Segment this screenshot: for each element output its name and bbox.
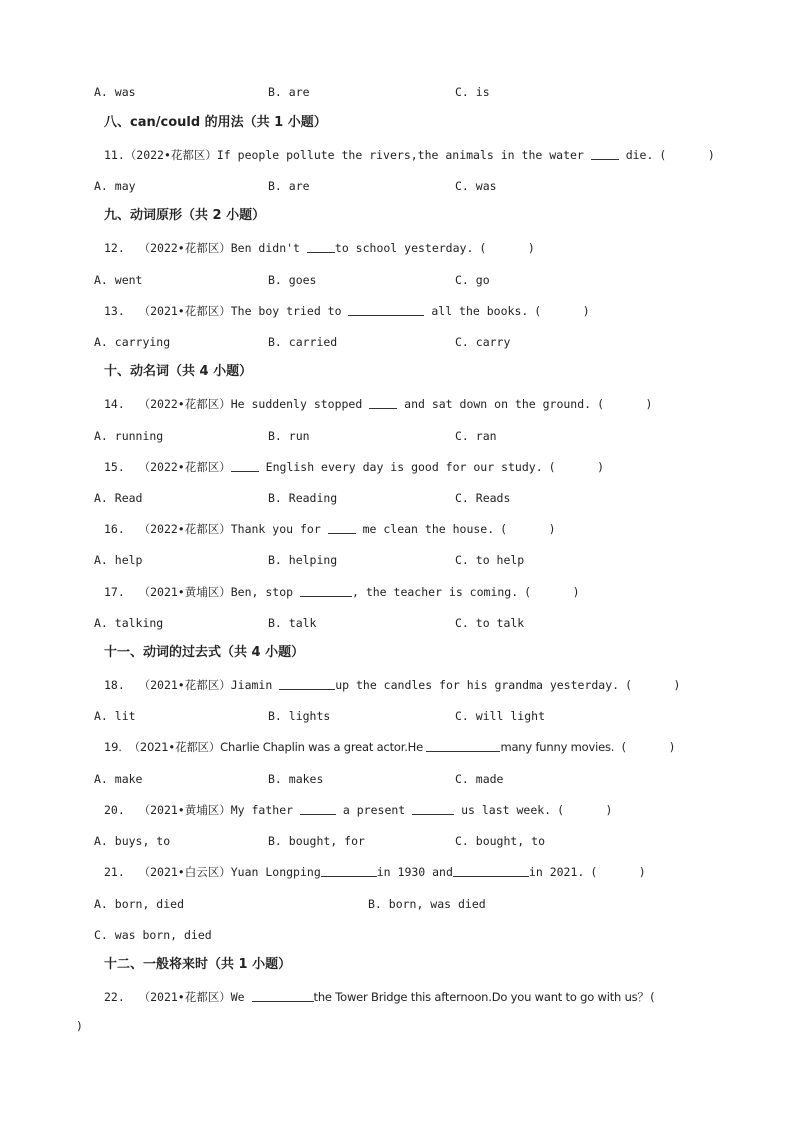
section-heading: 十一、动词的过去式（共 4 小题） xyxy=(104,645,305,660)
option-c[interactable]: C. carry xyxy=(455,335,511,349)
option-a[interactable]: A. running xyxy=(94,429,164,443)
option-a[interactable]: A. help xyxy=(94,553,143,567)
option-b[interactable]: B. born, was died xyxy=(368,897,486,911)
answer-blank-1[interactable] xyxy=(300,802,336,815)
option-c[interactable]: C. is xyxy=(455,85,490,99)
question-11 xyxy=(0,145,794,165)
option-b[interactable]: B. run xyxy=(268,429,310,443)
question-18 xyxy=(0,675,794,695)
section-heading: 十、动名词（共 4 小题） xyxy=(104,364,253,379)
answer-blank[interactable] xyxy=(426,739,500,752)
options-20 xyxy=(0,831,794,851)
option-c[interactable]: C. go xyxy=(455,273,490,287)
options-14 xyxy=(0,426,794,446)
options-18 xyxy=(0,706,794,726)
option-a[interactable]: A. carrying xyxy=(94,335,171,349)
option-b[interactable]: B. carried xyxy=(268,335,338,349)
answer-blank[interactable] xyxy=(300,584,352,597)
option-a[interactable]: A. lit xyxy=(94,709,136,723)
option-c[interactable]: C. was xyxy=(455,179,497,193)
question-text: 22. （2021•花都区）We the Tower Bridge this afternoon.Do you want to go with us？( xyxy=(104,990,656,1004)
question-19 xyxy=(0,737,794,757)
option-b[interactable]: B. are xyxy=(268,85,310,99)
answer-blank-2[interactable] xyxy=(412,802,454,815)
question-text: 20. （2021•黄埔区）My father a present us last week. ( ) xyxy=(104,803,613,817)
question-text: 15. （2022•花都区） English every day is good for our study. ( ) xyxy=(104,460,605,474)
option-a[interactable]: A. born, died xyxy=(94,897,185,911)
answer-blank[interactable] xyxy=(591,147,619,160)
options-13 xyxy=(0,332,794,352)
option-b[interactable]: B. talk xyxy=(268,616,317,630)
option-c[interactable]: C. was born, died xyxy=(94,928,212,942)
question-12 xyxy=(0,238,794,258)
section-heading: 十二、一般将来时（共 1 小题） xyxy=(104,957,292,972)
question-13 xyxy=(0,301,794,321)
option-b[interactable]: B. bought, for xyxy=(268,834,365,848)
answer-blank[interactable] xyxy=(231,459,259,472)
option-c[interactable]: C. will light xyxy=(455,709,546,723)
option-b[interactable]: B. helping xyxy=(268,553,338,567)
question-text: 12. （2022•花都区）Ben didn't to school yesterday. ( ) xyxy=(104,241,535,255)
answer-blank[interactable] xyxy=(348,303,424,316)
question-text: 16. （2022•花都区）Thank you for me clean the house. ( ) xyxy=(104,522,556,536)
options-12 xyxy=(0,270,794,290)
answer-blank-2[interactable] xyxy=(453,864,529,877)
option-a[interactable]: A. was xyxy=(94,85,136,99)
answer-blank[interactable] xyxy=(307,240,335,253)
option-a[interactable]: A. talking xyxy=(94,616,164,630)
question-15 xyxy=(0,457,794,477)
question-text: 17. （2021•黄埔区）Ben, stop , the teacher is coming. ( ) xyxy=(104,585,580,599)
prev-options-row xyxy=(0,82,794,102)
options-17 xyxy=(0,613,794,633)
option-a[interactable]: A. went xyxy=(94,273,143,287)
question-21 xyxy=(0,862,794,882)
question-text: 14. （2022•花都区）He suddenly stopped and sat down on the ground. ( ) xyxy=(104,397,653,411)
option-b[interactable]: B. lights xyxy=(268,709,331,723)
options-11 xyxy=(0,176,794,196)
option-c[interactable]: C. to talk xyxy=(455,616,525,630)
option-b[interactable]: B. goes xyxy=(268,273,317,287)
option-c[interactable]: C. to help xyxy=(455,553,525,567)
question-text: 13. （2021•花都区）The boy tried to all the books. ( ) xyxy=(104,304,590,318)
question-16 xyxy=(0,519,794,539)
question-20 xyxy=(0,800,794,820)
option-a[interactable]: A. make xyxy=(94,772,143,786)
options-19 xyxy=(0,769,794,789)
section-heading: 九、动词原形（共 2 小题） xyxy=(104,208,266,223)
answer-blank[interactable] xyxy=(252,989,314,1002)
options-21 xyxy=(0,894,794,914)
option-b[interactable]: B. Reading xyxy=(268,491,338,505)
option-b[interactable]: B. are xyxy=(268,179,310,193)
paren-close: ) xyxy=(76,1019,83,1033)
option-a[interactable]: A. Read xyxy=(94,491,143,505)
question-text: 18. （2021•花都区）Jiamin up the candles for his grandma yesterday. ( ) xyxy=(104,678,681,692)
question-14 xyxy=(0,394,794,414)
question-text: 11.（2022•花都区）If people pollute the rivers,the animals in the water die. ( ) xyxy=(104,148,715,162)
answer-blank-1[interactable] xyxy=(321,864,377,877)
option-c[interactable]: C. ran xyxy=(455,429,497,443)
option-a[interactable]: A. may xyxy=(94,179,136,193)
answer-blank[interactable] xyxy=(328,521,356,534)
question-text: 19. （2021•花都区）Charlie Chaplin was a great actor.He many funny movies. ( ) xyxy=(104,740,676,754)
question-22 xyxy=(0,987,794,1007)
options-21-row2 xyxy=(0,925,794,945)
option-c[interactable]: C. Reads xyxy=(455,491,511,505)
question-22-wrap xyxy=(0,1016,794,1036)
option-a[interactable]: A. buys, to xyxy=(94,834,171,848)
option-b[interactable]: B. makes xyxy=(268,772,324,786)
answer-blank[interactable] xyxy=(279,677,335,690)
option-c[interactable]: C. made xyxy=(455,772,504,786)
question-text: 21. （2021•白云区）Yuan Longping in 1930 and in 2021. ( ) xyxy=(104,865,646,879)
option-c[interactable]: C. bought, to xyxy=(455,834,546,848)
section-heading: 八、can/could 的用法（共 1 小题） xyxy=(104,115,327,130)
answer-blank[interactable] xyxy=(369,396,397,409)
options-15 xyxy=(0,488,794,508)
question-17 xyxy=(0,582,794,602)
options-16 xyxy=(0,550,794,570)
